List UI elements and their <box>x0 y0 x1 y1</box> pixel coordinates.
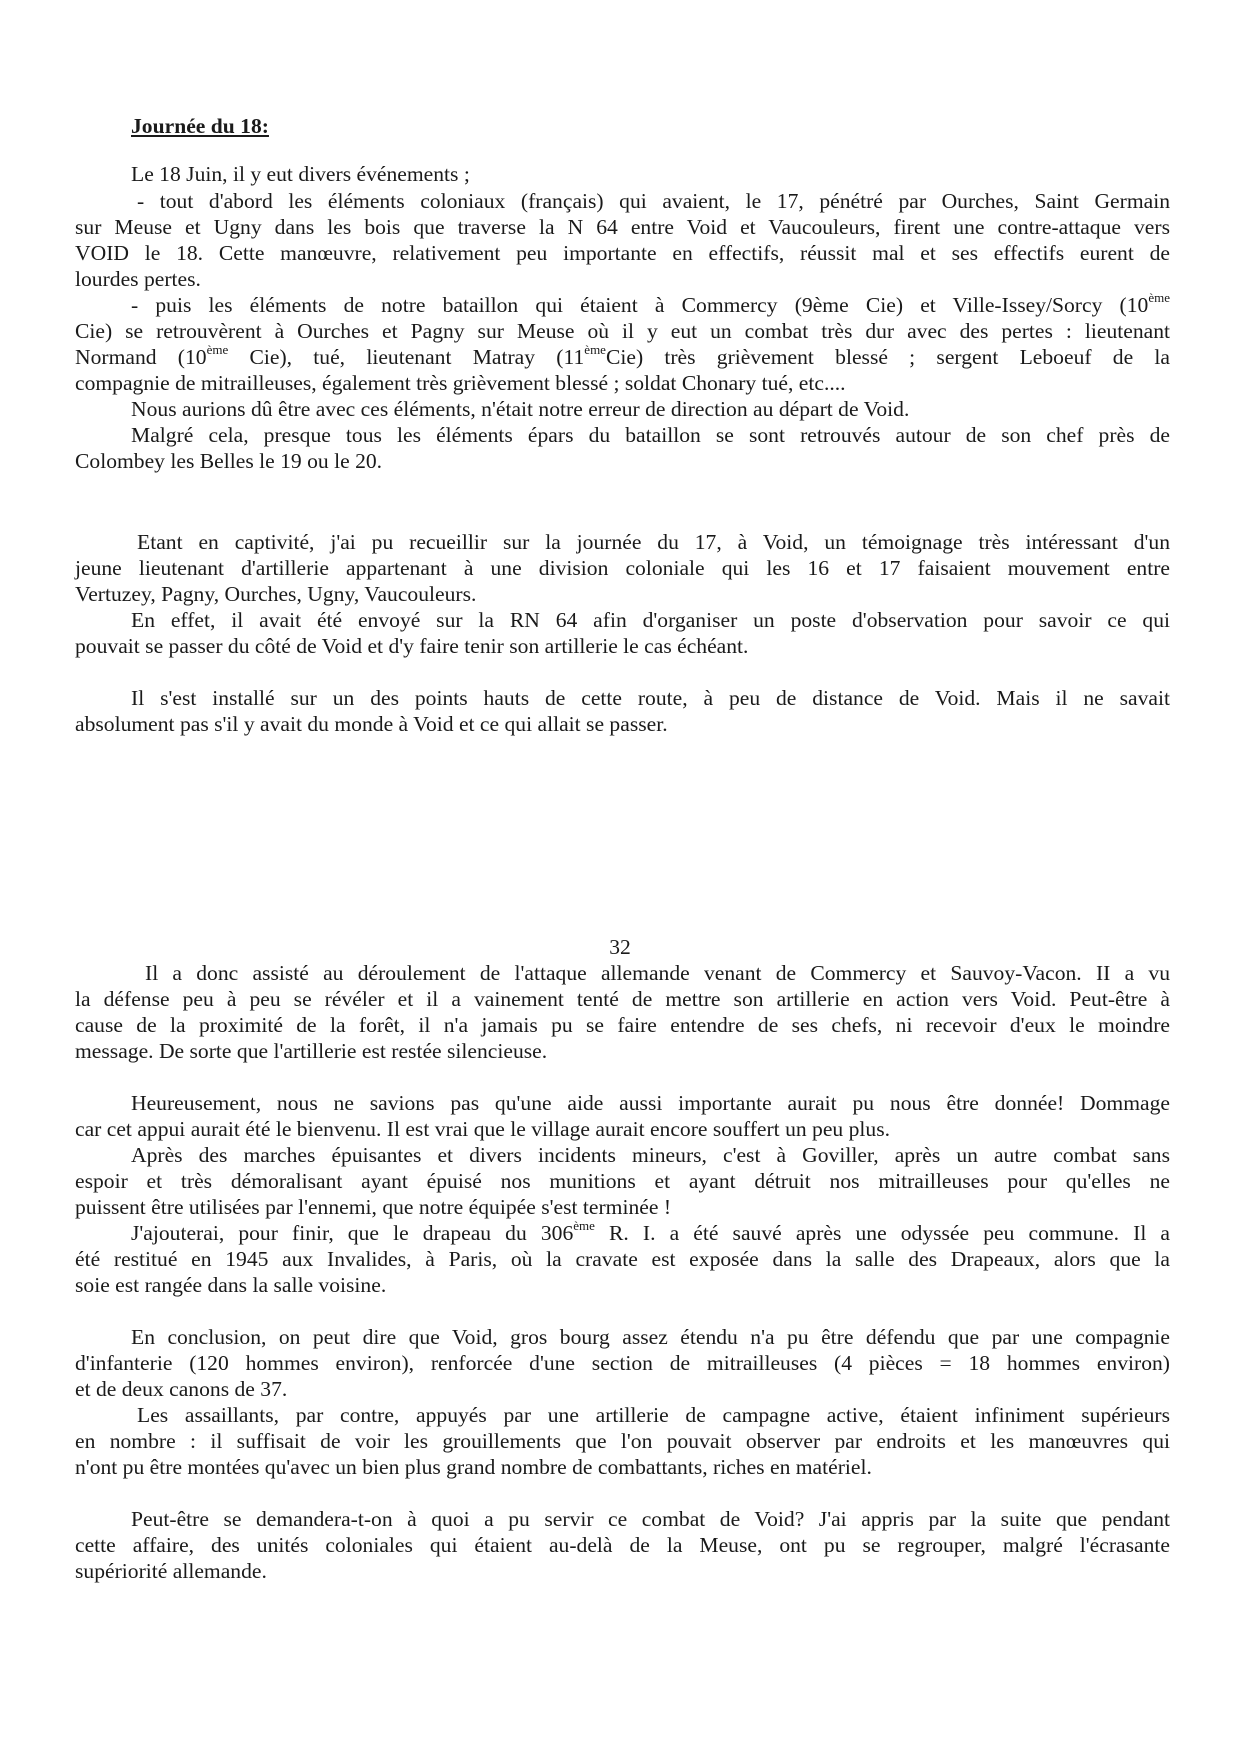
text-line: cette affaire, des unités coloniales qui étaient au-delà de la Meuse, ont pu se regrouper, malgré l'écrasante <box>75 1533 1170 1557</box>
text-line: - tout d'abord les éléments coloniaux (français) qui avaient, le 17, pénétré par Ourches, Saint Germain <box>137 189 1170 213</box>
text-line: jeune lieutenant d'artillerie appartenant à une division coloniale qui les 16 et 17 faisaient mouvement entre <box>75 556 1170 580</box>
text-line: et de deux canons de 37. <box>75 1377 288 1401</box>
text-line: Colombey les Belles le 19 ou le 20. <box>75 449 383 473</box>
text-line: absolument pas s'il y avait du monde à Void et ce qui allait se passer. <box>75 712 668 736</box>
text-line: Les assaillants, par contre, appuyés par une artillerie de campagne active, étaient infiniment supérieurs <box>137 1403 1170 1427</box>
text-line: d'infanterie (120 hommes environ), renforcée d'une section de mitrailleuses (4 pièces = 18 hommes environ) <box>75 1351 1170 1375</box>
text-line: Vertuzey, Pagny, Ourches, Ugny, Vaucouleurs. <box>75 582 477 606</box>
text-line: pouvait se passer du côté de Void et d'y faire tenir son artillerie le cas échéant. <box>75 634 749 658</box>
text-line: Il a donc assisté au déroulement de l'attaque allemande venant de Commercy et Sauvoy-Vacon. II a vu <box>145 961 1170 985</box>
text-line: car cet appui aurait été le bienvenu. Il est vrai que le village aurait encore souffert un peu plus. <box>75 1117 891 1141</box>
text-line: Cie) se retrouvèrent à Ourches et Pagny sur Meuse où il y eut un combat très dur avec des pertes : lieutenant <box>75 319 1170 343</box>
text-line: Peut-être se demandera-t-on à quoi a pu servir ce combat de Void? J'ai appris par la suite que pendant <box>131 1507 1170 1531</box>
text-line: Normand (10ème Cie), tué, lieutenant Matray (11èmeCie) très grièvement blessé ; sergent Leboeuf de la <box>75 341 1171 369</box>
text-line: lourdes pertes. <box>75 267 201 291</box>
text-line: sur Meuse et Ugny dans les bois que traverse la N 64 entre Void et Vaucouleurs, firent une contre-attaque vers <box>75 215 1170 239</box>
text-line: En effet, il avait été envoyé sur la RN 64 afin d'organiser un poste d'observation pour savoir ce qui <box>131 608 1170 632</box>
text-line: Malgré cela, presque tous les éléments épars du bataillon se sont retrouvés autour de son chef près de <box>131 423 1170 447</box>
page-number: 32 <box>609 935 631 959</box>
text-line: cause de la proximité de la forêt, il n'a jamais pu se faire entendre de ses chefs, ni recevoir d'eux le moindre <box>75 1013 1170 1037</box>
text-line: En conclusion, on peut dire que Void, gros bourg assez étendu n'a pu être défendu que par une compagnie <box>131 1325 1170 1349</box>
text-line: soie est rangée dans la salle voisine. <box>75 1273 387 1297</box>
text-line: été restitué en 1945 aux Invalides, à Paris, où la cravate est exposée dans la salle des Drapeaux, alors que la <box>75 1247 1170 1271</box>
text-line: Après des marches épuisantes et divers incidents mineurs, c'est à Goviller, après un autre combat sans <box>131 1143 1170 1167</box>
text-line: en nombre : il suffisait de voir les grouillements que l'on pouvait observer par endroits et les manœuvres qui <box>75 1429 1170 1453</box>
text-line: espoir et très démoralisant ayant épuisé nos munitions et ayant détruit nos mitrailleuses pour qu'elles ne <box>75 1169 1170 1193</box>
text-line: compagnie de mitrailleuses, également très grièvement blessé ; soldat Chonary tué, etc.... <box>75 371 846 395</box>
text-line: Heureusement, nous ne savions pas qu'une aide aussi importante aurait pu nous être donnée! Dommage <box>131 1091 1170 1115</box>
text-line: J'ajouterai, pour finir, que le drapeau du 306ème R. I. a été sauvé après une odyssée peu commune. Il a <box>131 1217 1170 1245</box>
text-line: Il s'est installé sur un des points hauts de cette route, à peu de distance de Void. Mais il ne savait <box>131 686 1170 710</box>
text-line: supériorité allemande. <box>75 1559 267 1583</box>
section-heading: Journée du 18: <box>131 114 269 138</box>
text-line: la défense peu à peu se révéler et il a vainement tenté de mettre son artillerie en action vers Void. Peut-être à <box>75 987 1170 1011</box>
text-line: Le 18 Juin, il y eut divers événements ; <box>131 162 470 186</box>
text-line: message. De sorte que l'artillerie est restée silencieuse. <box>75 1039 548 1063</box>
text-line: Nous aurions dû être avec ces éléments, n'était notre erreur de direction au départ de Void. <box>131 397 910 421</box>
text-line: n'ont pu être montées qu'avec un bien plus grand nombre de combattants, riches en matériel. <box>75 1455 872 1479</box>
text-line: Etant en captivité, j'ai pu recueillir sur la journée du 17, à Void, un témoignage très intéressant d'un <box>137 530 1170 554</box>
text-line: VOID le 18. Cette manœuvre, relativement peu importante en effectifs, réussit mal et ses effectifs eurent de <box>75 241 1170 265</box>
text-line: - puis les éléments de notre bataillon qui étaient à Commercy (9ème Cie) et Ville-Issey/Sorcy (10ème <box>131 289 1170 317</box>
text-line: puissent être utilisées par l'ennemi, que notre équipée s'est terminée ! <box>75 1195 672 1219</box>
